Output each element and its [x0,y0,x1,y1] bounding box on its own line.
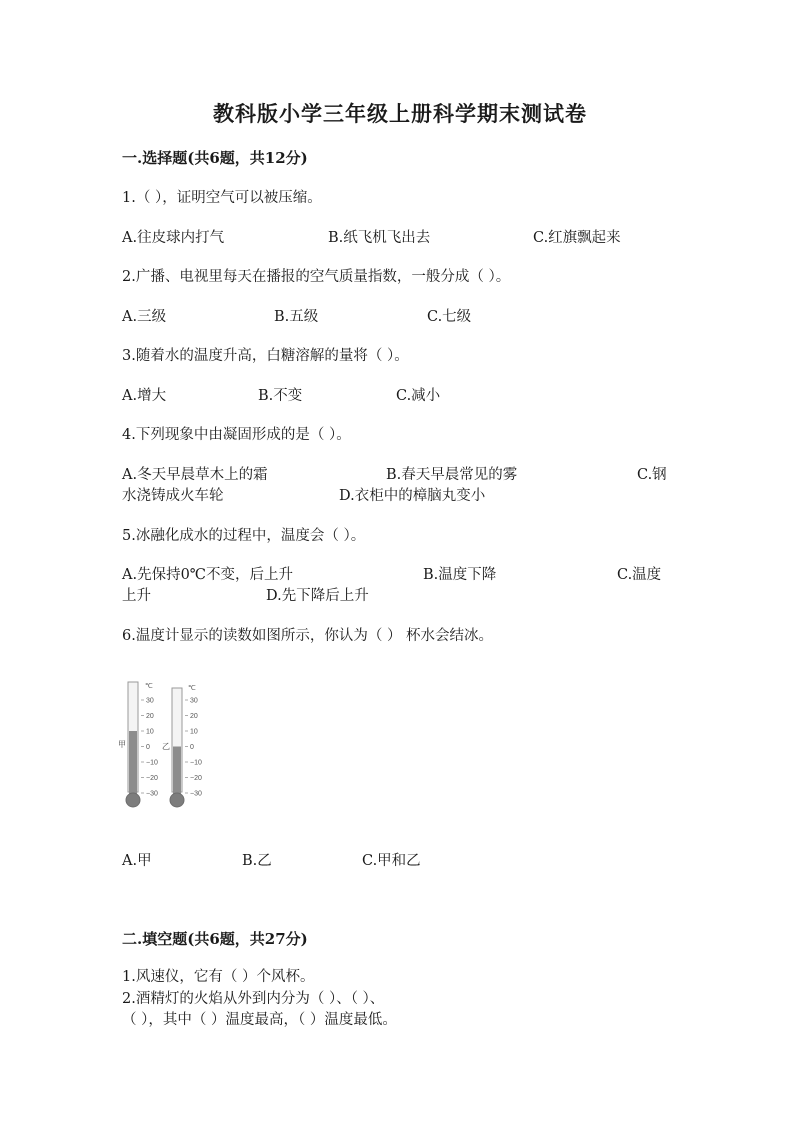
question-2-option-b: B.五级 [274,309,319,325]
thermometer-right-bulb [170,793,184,807]
question-3-option-b: B.不变 [258,388,303,404]
thermometer-left-bulb [126,793,140,807]
thermometer-right-unit: ℃ [188,685,196,692]
question-1-option-a: A.往皮球内打气 [122,230,225,246]
question-1-option-c: C.红旗飘起来 [533,230,621,246]
question-4-option-c-continued: 水浇铸成火车轮 [122,488,224,504]
thermometer-tick-label: 0 [190,744,194,751]
question-6-option-a: A.甲 [122,853,152,869]
thermometer-tick-label: −30 [190,790,202,798]
thermometer-right-fill [173,747,181,797]
thermometer-left-fill [129,731,137,796]
thermometer-tick-label: 30 [146,697,154,705]
question-5-option-c-continued: 上升 [122,588,151,604]
section-heading-fill-blank: 二.填空题(共6题，共27分) [122,930,308,948]
thermometer-tick-label: 20 [146,713,154,720]
question-6-option-c: C.甲和乙 [362,853,421,869]
thermometer-tick-label: −30 [146,790,158,798]
question-5-option-c: C.温度 [617,567,662,583]
thermometer-tick-label: −10 [146,759,158,767]
thermometer-tick-label: 20 [190,713,198,720]
thermometer-right-label: 乙 [162,742,170,751]
question-1-option-b: B.纸飞机飞出去 [328,230,431,246]
question-4-option-d: D.衣柜中的樟脑丸变小 [339,488,486,504]
question-5-option-b: B.温度下降 [423,567,497,583]
question-3-stem: 3.随着水的温度升高，白糖溶解的量将（ ）。 [122,348,409,364]
thermometer-tick-label: 30 [190,697,198,705]
section-heading-choice: 一.选择题(共6题，共12分) [122,149,308,167]
question-2-option-a: A.三级 [122,309,167,325]
question-5-stem: 5.冰融化成水的过程中，温度会（ ）。 [122,528,366,544]
thermometer-right [162,685,202,807]
fill-question-2-continued: （ ），其中（ ）温度最高，（ ）温度最低。 [122,1012,397,1028]
fill-question-2: 2.酒精灯的火焰从外到内分为（ ）、（ ）、 [122,991,385,1007]
question-6-stem: 6.温度计显示的读数如图所示，你认为（ ） 杯水会结冰。 [122,628,494,644]
thermometer-left [118,682,158,807]
question-4-option-c: C.钢 [637,467,667,483]
page-title: 教科版小学三年级上册科学期末测试卷 [213,101,587,126]
question-1-stem: 1.（ ），证明空气可以被压缩。 [122,190,322,206]
thermometer-tick-label: 0 [146,744,150,751]
question-4-stem: 4.下列现象中由凝固形成的是（ ）。 [122,427,351,443]
question-6-option-b: B.乙 [242,853,272,869]
question-2-option-c: C.七级 [427,309,472,325]
question-3-option-a: A.增大 [122,388,167,404]
thermometer-tick-label: −10 [190,759,202,767]
thermometer-tick-label: 10 [146,728,154,736]
thermometer-figure [118,678,218,810]
question-5-option-d: D.先下降后上升 [266,588,369,604]
question-5-option-a: A.先保持0℃不变，后上升 [122,567,294,583]
thermometer-left-label: 甲 [118,740,126,749]
question-3-option-c: C.减小 [396,388,441,404]
question-2-stem: 2.广播、电视里每天在播报的空气质量指数，一般分成（ ）。 [122,269,511,285]
thermometer-left-unit: ℃ [145,683,153,690]
thermometer-tick-label: −20 [190,775,202,782]
thermometer-tick-label: −20 [146,775,158,782]
question-4-option-a: A.冬天早晨草木上的霜 [122,467,268,483]
question-4-option-b: B.春天早晨常见的雾 [386,467,518,483]
fill-question-1: 1.风速仪，它有（ ）个风杯。 [122,969,315,985]
thermometer-tick-label: 10 [190,728,198,736]
